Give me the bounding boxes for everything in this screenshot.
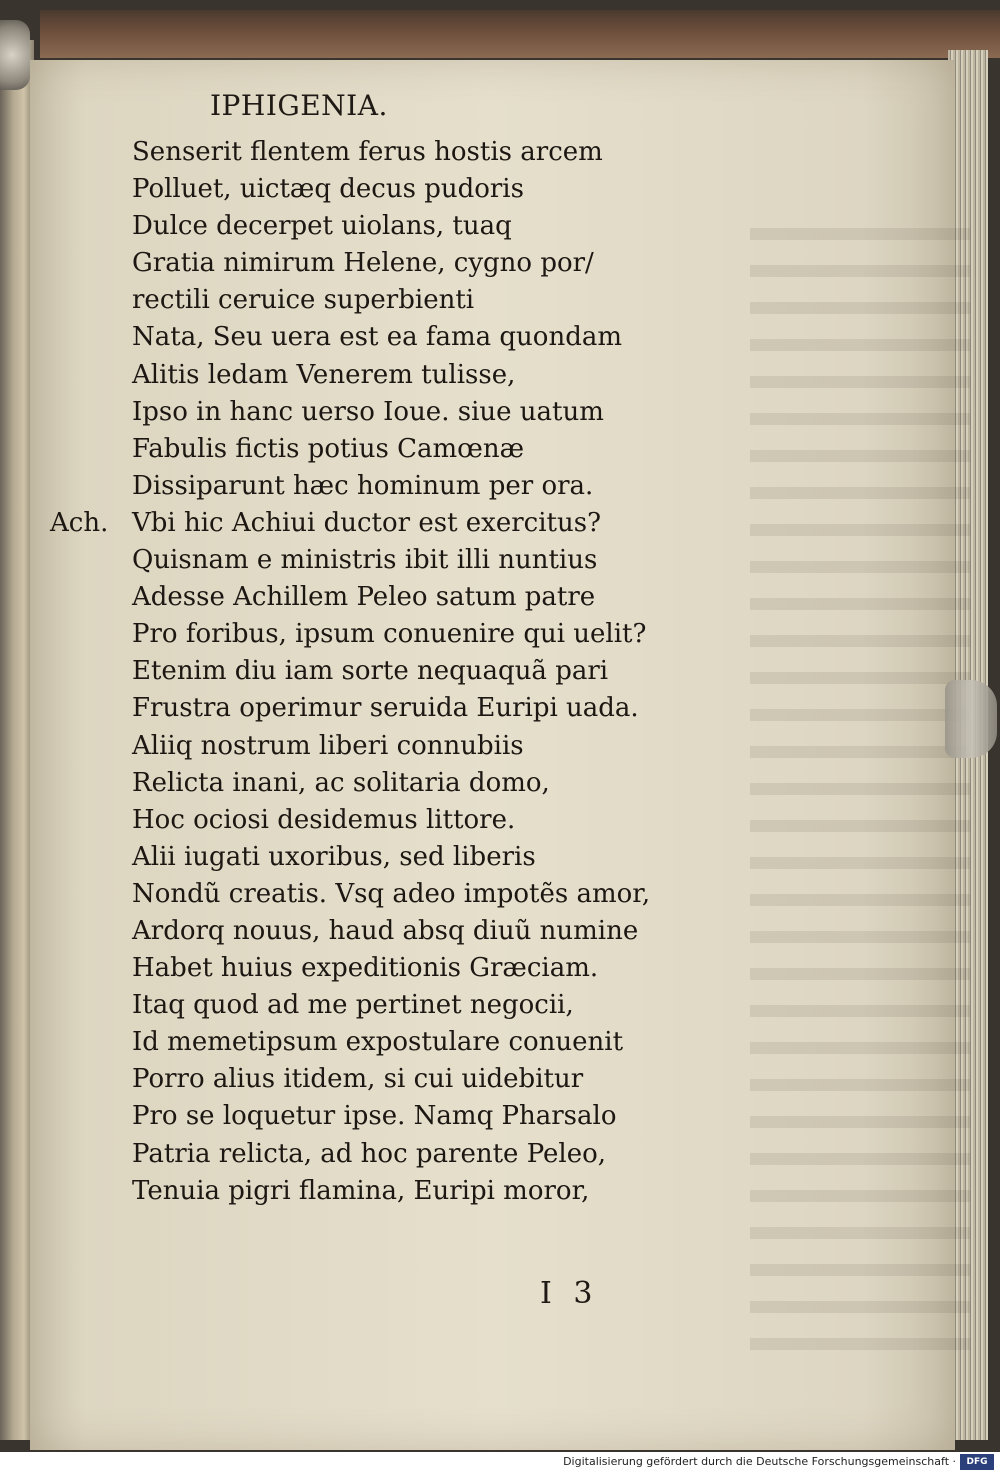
- verse-text: Hoc ociosi desidemus littore.: [132, 804, 516, 835]
- verse-line: [50, 616, 750, 653]
- verse-text: Porro alius itidem, si cui uidebitur: [132, 1064, 584, 1095]
- footer-credit: Digitalisierung gefördert durch die Deutsche Forschungsgemeinschaft ·: [563, 1455, 956, 1468]
- verse-text: Itaq quod ad me pertinet negocii,: [132, 990, 574, 1021]
- verse-text: Alitis ledam Venerem tulisse,: [132, 359, 516, 390]
- verse-text: Ardorq nouus, haud absq diuũ numine: [132, 915, 639, 946]
- verse-text: Etenim diu iam sorte nequaquã pari: [132, 656, 609, 687]
- verse-line: [50, 876, 750, 913]
- verse-line: [50, 690, 750, 727]
- book-clasp: [0, 20, 30, 90]
- verse-line: [50, 1173, 750, 1210]
- verse-text: Pro foribus, ipsum conuenire qui uelit?: [132, 619, 647, 650]
- verse-line: [50, 134, 750, 171]
- verse-text: Quisnam e ministris ibit illi nuntius: [132, 545, 598, 576]
- verse-text: Patria relicta, ad hoc parente Peleo,: [132, 1138, 607, 1169]
- verse-line: [50, 728, 750, 765]
- verse-line: [50, 394, 750, 431]
- verse-line: [50, 505, 750, 542]
- verse-text: Polluet, uictæq decus pudoris: [132, 174, 524, 205]
- verse-line: [50, 245, 750, 282]
- verse-text: Frustra operimur seruida Euripi uada.: [132, 693, 639, 724]
- verse-line: [50, 319, 750, 356]
- running-head: IPHIGENIA.: [210, 89, 388, 122]
- verse-text: Fabulis fictis potius Camœnæ: [132, 433, 525, 464]
- verse-text: Gratia nimirum Helene, cygno por/: [132, 248, 594, 279]
- verse-text: Relicta inani, ac solitaria domo,: [132, 767, 550, 798]
- book-top-edge: [40, 10, 1000, 58]
- verse-line: [50, 1061, 750, 1098]
- verse-line: [50, 208, 750, 245]
- verse-line: [50, 653, 750, 690]
- verse-text: Vbi hic Achiui ductor est exercitus?: [132, 507, 602, 538]
- verse-line: [50, 431, 750, 468]
- verse-line: [50, 579, 750, 616]
- show-through-text: [750, 210, 970, 1370]
- verse-line: [50, 468, 750, 505]
- verse-text: Adesse Achillem Peleo satum patre: [132, 582, 596, 613]
- verse-lines: [50, 134, 750, 1210]
- verse-text: rectili ceruice superbienti: [132, 285, 475, 316]
- bookmark-tab: [945, 680, 997, 758]
- verse-line: [50, 1024, 750, 1061]
- verse-line: [50, 765, 750, 802]
- verse-text: Senserit flentem ferus hostis arcem: [132, 137, 603, 167]
- verse-line: [50, 913, 750, 950]
- verse-text: Nondũ creatis. Vsq adeo impotẽs amor,: [132, 878, 651, 909]
- verse-text: Dissiparunt hæc hominum per ora.: [132, 470, 594, 501]
- verse-line: [50, 802, 750, 839]
- verse-text: Nata, Seu uera est ea fama quondam: [132, 322, 622, 353]
- verse-line: [50, 987, 750, 1024]
- verse-line: [50, 1098, 750, 1135]
- verse-line: [50, 357, 750, 394]
- verse-text: Alii iugati uxoribus, sed liberis: [132, 841, 536, 872]
- verse-line: [50, 282, 750, 319]
- book-gutter: [0, 40, 34, 1440]
- verse-text: Ipso in hanc uerso Ioue. siue uatum: [132, 396, 604, 427]
- dfg-logo-icon: DFG: [960, 1454, 994, 1470]
- verse-line: [50, 950, 750, 987]
- verse-line: [50, 171, 750, 208]
- verse-text: Pro se loquetur ipse. Namq Pharsalo: [132, 1101, 617, 1132]
- verse-line: [50, 1136, 750, 1173]
- verse-text: Dulce decerpet uiolans, tuaq: [132, 211, 512, 242]
- verse-line: [50, 542, 750, 579]
- verse-text: Id memetipsum expostulare conuenit: [132, 1027, 624, 1058]
- verse-text: Tenuia pigri flamina, Euripi moror,: [132, 1175, 590, 1206]
- speaker-label: Ach.: [50, 507, 109, 538]
- verse-text: Aliiq nostrum liberi connubiis: [132, 730, 524, 761]
- verse-text: Habet huius expeditionis Græciam.: [132, 953, 599, 984]
- signature-mark: I 3: [540, 1276, 599, 1311]
- verse-line: [50, 839, 750, 876]
